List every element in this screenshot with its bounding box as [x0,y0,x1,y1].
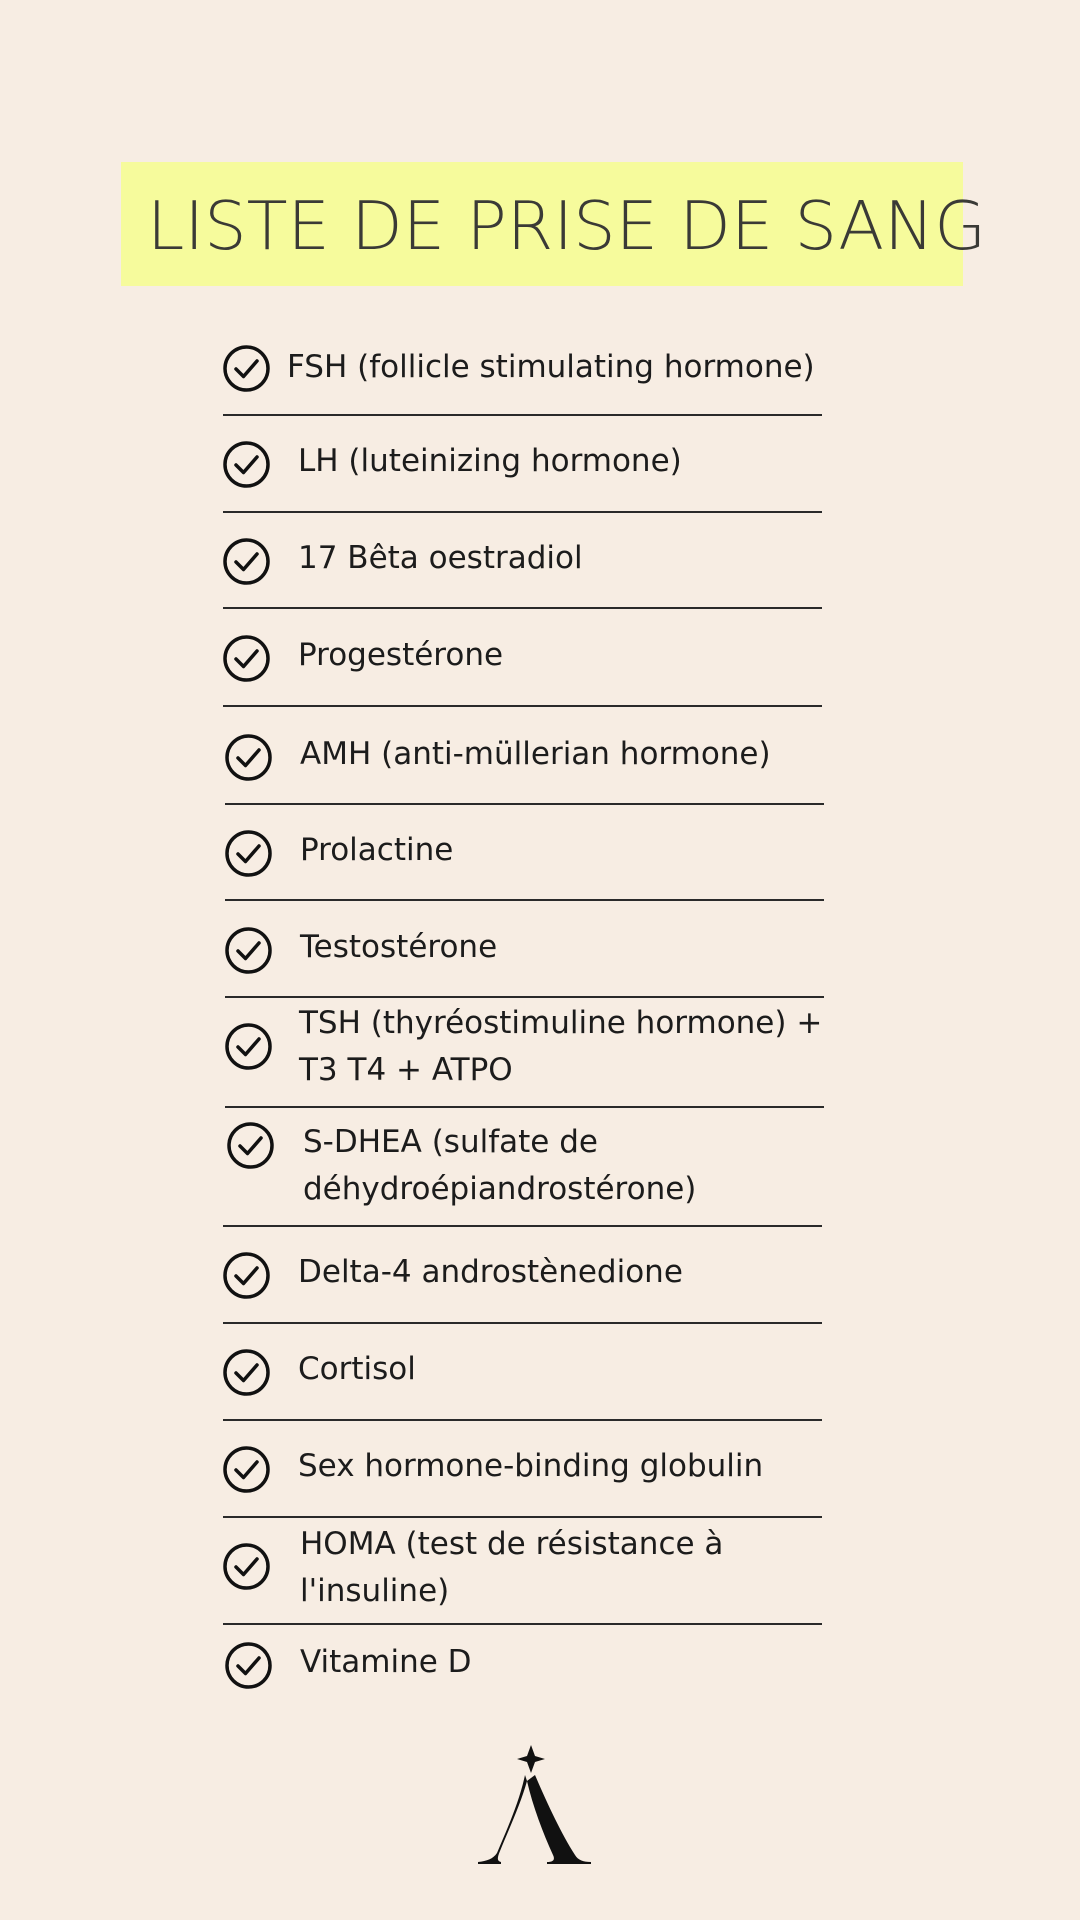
check-circle-icon [223,538,270,585]
brand-logo-icon [475,1745,595,1867]
list-item-label: S-DHEA (sulfate de [303,1124,598,1160]
check-circle-icon [223,345,270,392]
list-item-label: Vitamine D [300,1644,472,1680]
list-item-label: Cortisol [298,1351,416,1387]
check-circle-icon [223,1252,270,1299]
list-item-label: déhydroépiandrostérone) [303,1171,697,1207]
list-item-label: FSH (follicle stimulating hormone) [287,349,815,385]
divider [223,1419,822,1421]
divider [223,1322,822,1324]
check-circle-icon [223,1349,270,1396]
divider [225,899,824,901]
check-circle-icon [223,441,270,488]
list-item-label: T3 T4 + ATPO [299,1052,513,1088]
list-item-label: Sex hormone-binding globulin [298,1448,764,1484]
divider [225,1106,824,1108]
check-circle-icon [225,1023,272,1070]
list-item-label: TSH (thyréostimuline hormone) + [299,1005,823,1041]
divider [223,1623,822,1625]
list-item-label: Progestérone [298,637,504,673]
divider [223,1516,822,1518]
check-circle-icon [223,1446,270,1493]
list-item-label: 17 Bêta oestradiol [298,540,583,576]
check-circle-icon [225,734,272,781]
check-circle-icon [223,1543,270,1590]
check-circle-icon [227,1122,274,1169]
list-item-label: AMH (anti-müllerian hormone) [300,736,771,772]
check-circle-icon [225,830,272,877]
list-item-label: HOMA (test de résistance à [300,1526,724,1562]
check-circle-icon [225,927,272,974]
list-item-label: Testostérone [300,929,498,965]
check-circle-icon [225,1642,272,1689]
list-item-label: LH (luteinizing hormone) [298,443,682,479]
list-item-label: Prolactine [300,832,454,868]
list-item-label: l'insuline) [300,1573,450,1609]
divider [223,705,822,707]
divider [225,803,824,805]
divider [223,511,822,513]
page-title: LISTE DE PRISE DE SANG [147,187,987,265]
divider [223,414,822,416]
list-item-label: Delta-4 androstènedione [298,1254,683,1290]
divider [225,996,824,998]
check-circle-icon [223,635,270,682]
divider [223,607,822,609]
divider [223,1225,822,1227]
